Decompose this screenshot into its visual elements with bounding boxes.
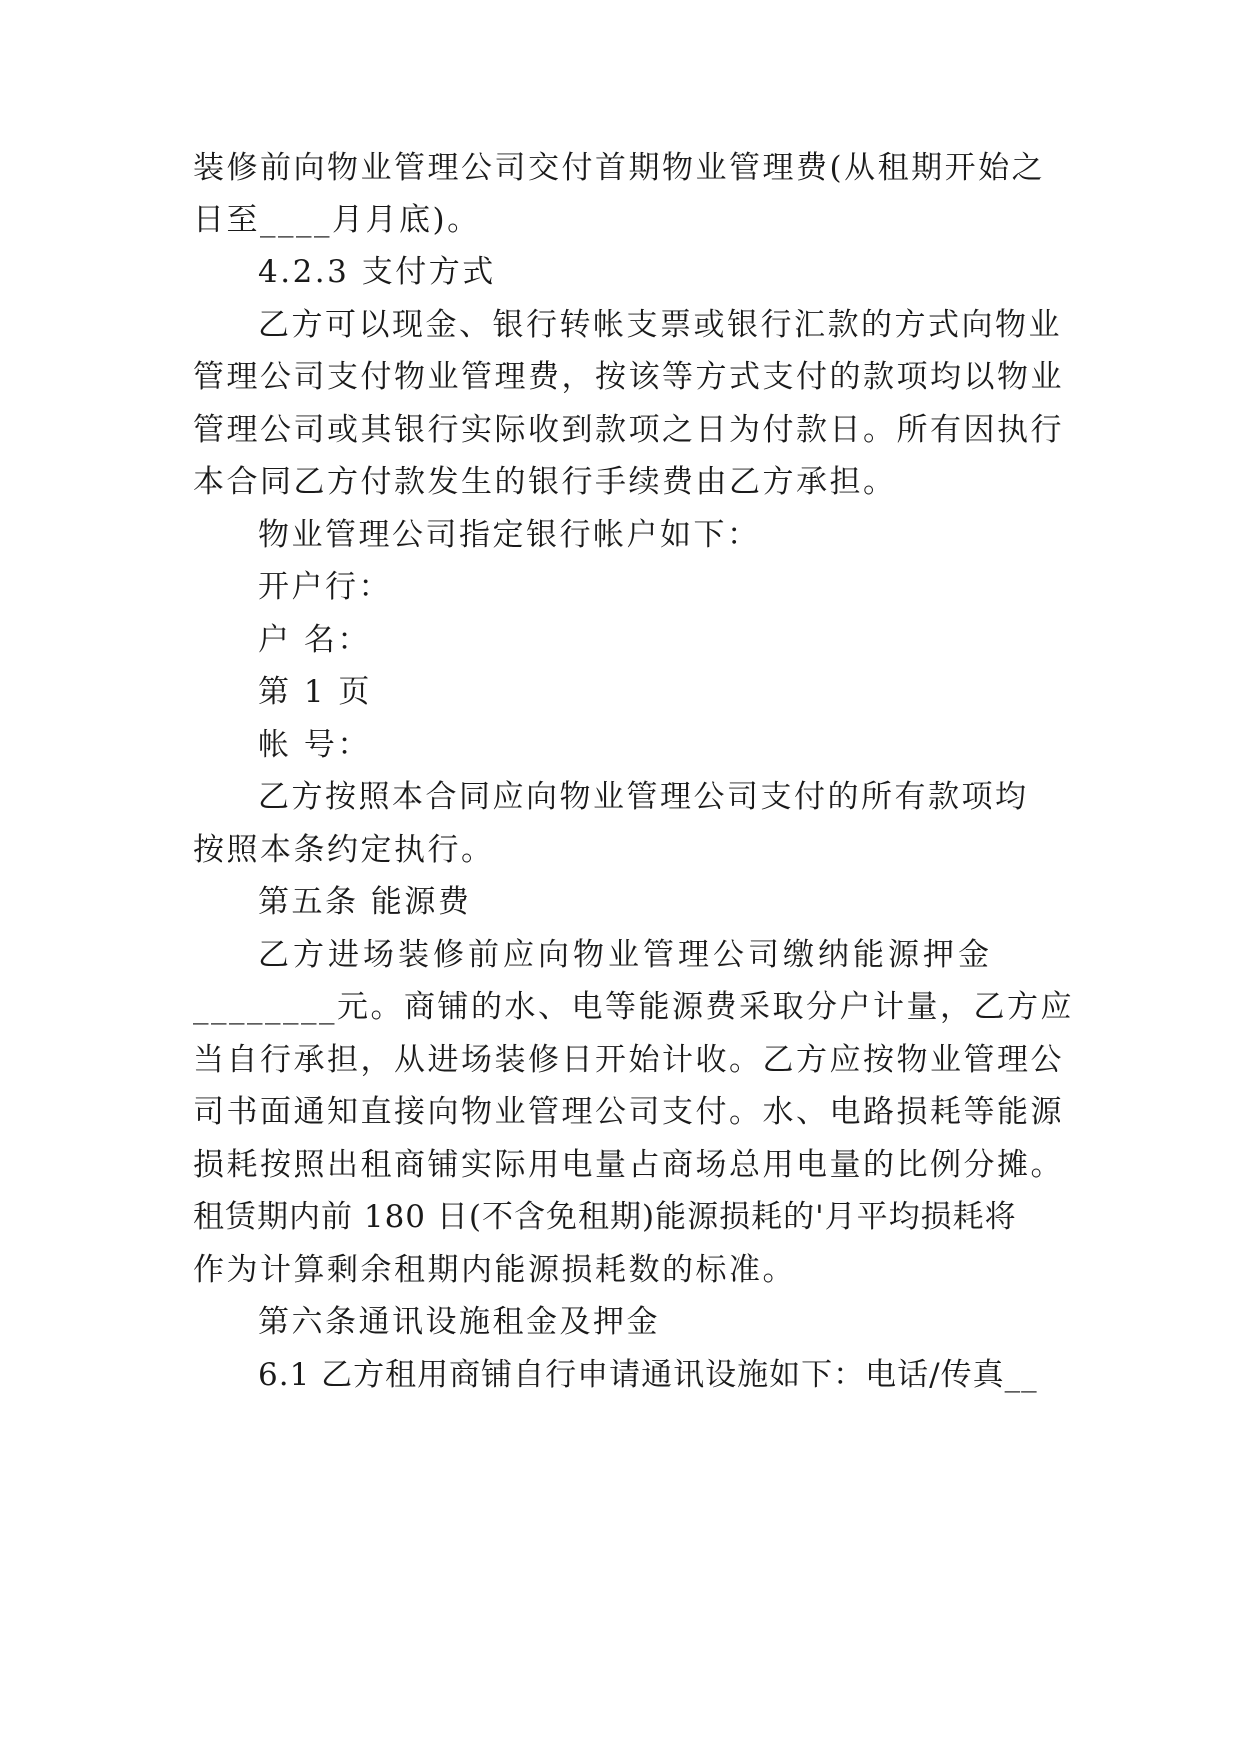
text-line: 按照本条约定执行。	[193, 832, 495, 868]
text-line: 损耗按照出租商铺实际用电量占商场总用电量的比例分摊。	[193, 1147, 1064, 1183]
text-line: 日至____月月底)。	[193, 202, 481, 238]
text-line: 装修前向物业管理公司交付首期物业管理费(从租期开始之	[193, 150, 1046, 186]
text-line: 当自行承担，从进场装修日开始计收。乙方应按物业管理公	[193, 1042, 1064, 1078]
article-heading: 第六条通讯设施租金及押金	[258, 1304, 660, 1340]
text-line: 乙方进场装修前应向物业管理公司缴纳能源押金	[258, 937, 993, 973]
text-line: 本合同乙方付款发生的银行手续费由乙方承担。	[193, 464, 897, 500]
text-line: 司书面通知直接向物业管理公司支付。水、电路损耗等能源	[193, 1094, 1064, 1130]
page-number: 第 1 页	[258, 674, 372, 710]
text-line: 乙方按照本合同应向物业管理公司支付的所有款项均	[258, 779, 1029, 815]
bank-field-label: 户 名：	[258, 622, 371, 658]
text-line: 作为计算剩余租期内能源损耗数的标准。	[193, 1252, 796, 1288]
article-heading: 第五条 能源费	[258, 884, 472, 920]
text-line: 租赁期内前 180 日(不含免租期)能源损耗的'月平均损耗将	[193, 1199, 1017, 1235]
bank-field-label: 帐 号：	[258, 727, 371, 763]
text-line: 物业管理公司指定银行帐户如下：	[258, 517, 761, 553]
text-line: 乙方可以现金、银行转帐支票或银行汇款的方式向物业	[258, 307, 1062, 343]
text-line: 管理公司支付物业管理费，按该等方式支付的款项均以物业	[193, 359, 1064, 395]
text-line: 管理公司或其银行实际收到款项之日为付款日。所有因执行	[193, 412, 1064, 448]
bank-field-label: 开户行：	[258, 569, 392, 605]
text-line: ________元。商铺的水、电等能源费采取分户计量，乙方应	[193, 989, 1074, 1025]
text-line: 6.1 乙方租用商铺自行申请通讯设施如下：电话/传真__	[258, 1357, 1038, 1393]
section-heading: 4.2.3 支付方式	[258, 254, 496, 290]
